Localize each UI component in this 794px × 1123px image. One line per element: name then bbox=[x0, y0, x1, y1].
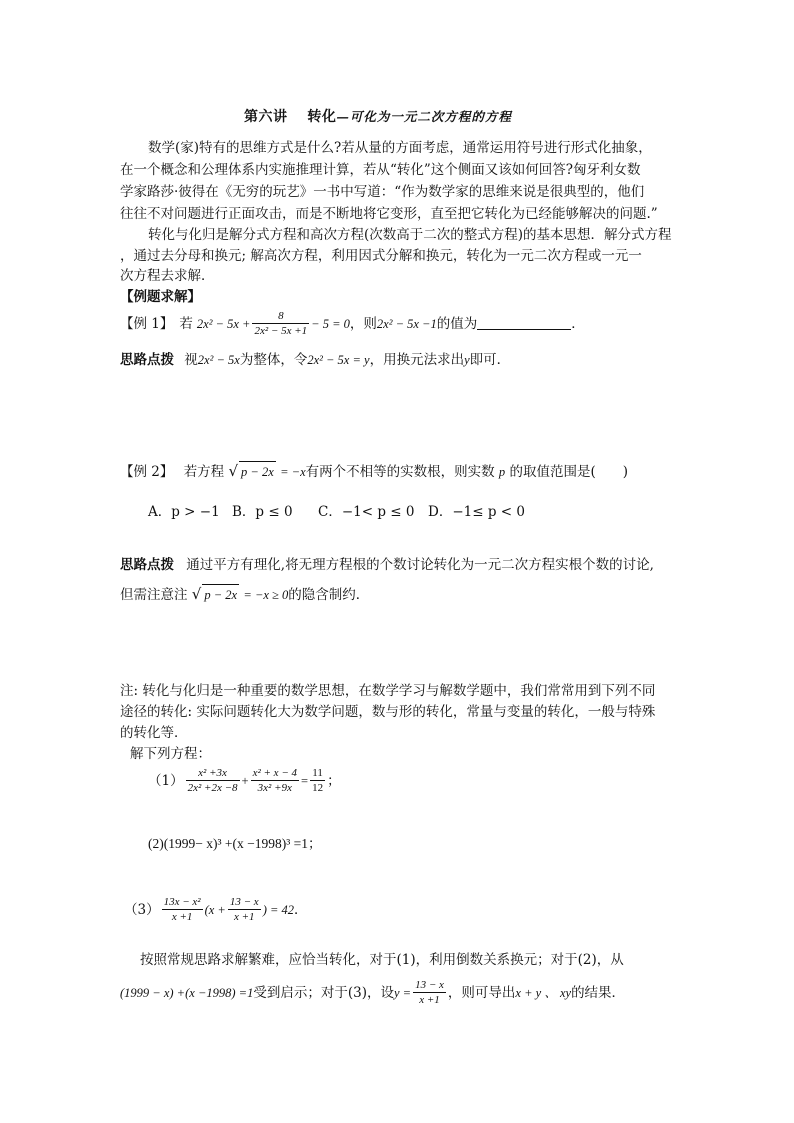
hint-2-line-2: 但需注意注 √ p − 2x = −x ≥ 0的隐含制约． bbox=[120, 585, 370, 603]
example-2: 【例 2】 若方程 √ p − 2x = −x有两个不相等的实数根，则实数 p 的取值范围是( ) bbox=[120, 462, 629, 480]
example-2-label: 【例 2】 bbox=[120, 464, 174, 480]
note-line: 解下列方程： bbox=[130, 746, 211, 762]
hint-1-expr: y bbox=[464, 353, 470, 367]
answer-blank bbox=[477, 317, 571, 330]
fraction: $\frac{\text{x² +3x}}{\text{2x² +2x −8}}$ bbox=[187, 767, 238, 794]
example-2-text: 的取值范围是( ) bbox=[509, 464, 629, 480]
example-1 bbox=[120, 309, 585, 338]
equation-3-expr: (x + bbox=[204, 902, 226, 917]
intro-line: ，通过去分母和换元; 解高次方程，利用因式分解和换元，转化为一元二次方程或一元一 bbox=[120, 248, 642, 264]
hint-1-label: 思路点拨 bbox=[120, 352, 174, 368]
final-text: 的结果． bbox=[571, 984, 626, 1001]
example-1-expr: 2x² − 5x −1 bbox=[376, 316, 437, 331]
equation-3-end: ． bbox=[294, 901, 308, 918]
example-1-expr: 2x² − 5x + bbox=[196, 316, 251, 331]
hint-2-text: 但需注意注 bbox=[120, 587, 188, 603]
hint-2-text: 的隐含制约． bbox=[288, 587, 370, 603]
final-line-2 bbox=[120, 978, 625, 1007]
hint-1-expr: 2x² − 5x = y bbox=[307, 353, 370, 367]
hint-2-label: 思路点拨 bbox=[120, 557, 174, 573]
option-a: A．p > −1 bbox=[148, 504, 220, 520]
radical-expr: p − 2x bbox=[239, 461, 276, 482]
plus-sign: + bbox=[241, 773, 249, 788]
intro-line: 往往不对问题进行正面攻击，而是不断地将它变形，直至把它转化为已经能够解决的问题.” bbox=[120, 206, 658, 222]
example-1-text: 的值为 bbox=[436, 315, 478, 332]
hint-2 bbox=[120, 555, 654, 575]
intro-line: 数学(家)特有的思维方式是什么?若从量的方面考虑，通常运用符号进行形式化抽象， bbox=[148, 140, 652, 156]
title-main: 第六讲 转化 bbox=[244, 109, 337, 125]
final-expr: y = bbox=[394, 985, 412, 1000]
intro-line: 学家路莎·彼得在《无穷的玩艺》一书中写道：“作为数学家的思维来说是很典型的，他们 bbox=[120, 184, 645, 200]
hint-1-text: ，用换元法求出 bbox=[369, 352, 465, 368]
equation-3 bbox=[124, 895, 308, 924]
option-d: D．−1≤ p < 0 bbox=[428, 504, 525, 520]
intro-line: 在一个概念和公理体系内实施推理计算，若从“转化”这个侧面又该如何回答?匈牙利女数 bbox=[120, 162, 641, 178]
hint-1-text: 为整体，令 bbox=[239, 352, 308, 368]
note-line: 注: 转化与化归是一种重要的数学思想，在数学学习与解数学题中，我们常常用到下列不同 bbox=[120, 683, 656, 699]
option-b: B．p ≤ 0 bbox=[232, 504, 293, 520]
option-c: C．−1< p ≤ 0 bbox=[318, 504, 415, 520]
final-expr: x + y 、 xy bbox=[515, 985, 572, 1000]
example-1-text: ，则 bbox=[349, 315, 377, 332]
equation-2: (2)(1999− x)³ +(x −1998)³ =1； bbox=[148, 836, 322, 851]
example-2-expr: = −x bbox=[280, 465, 306, 479]
note-line: 的转化等． bbox=[120, 725, 188, 741]
intro-line: 转化与化归是解分式方程和高次方程(次数高于二次的整式方程)的基本思想．解分式方程 bbox=[148, 227, 672, 243]
section-heading: 【例题求解】 bbox=[120, 289, 201, 305]
fraction: $\frac{\text{x² + x − 4}}{\text{3x² +9x}}$ bbox=[252, 767, 297, 794]
hint-1-text: 即可． bbox=[469, 352, 511, 368]
equation-1-end: ； bbox=[327, 772, 341, 789]
note-line: 途径的转化: 实际问题转化大为数学问题，数与形的转化，常量与变量的转化，一般与特殊 bbox=[120, 704, 656, 720]
intro-line: 次方程去求解． bbox=[120, 268, 215, 284]
hint-1-expr: 2x² − 5x bbox=[197, 353, 240, 367]
hint-2-text: 通过平方有理化,将无理方程根的个数讨论转化为一元二次方程实根个数的讨论, bbox=[186, 557, 654, 573]
fraction: $\frac{\text{13x − x²}}{x +1}$ bbox=[163, 896, 201, 923]
equals-sign: = bbox=[301, 773, 309, 788]
example-1-text: 若 bbox=[179, 315, 193, 332]
hint-2-expr: = −x ≥ 0 bbox=[243, 588, 289, 602]
final-text: ，则可导出 bbox=[447, 984, 516, 1001]
final-expr: (1999 − x) +(x −1998) =1 bbox=[120, 985, 254, 1000]
example-2-text: 有两个不相等的实数根，则实数 bbox=[305, 464, 495, 480]
equation-3-label: （3） bbox=[124, 901, 160, 918]
final-text: 受到启示；对于(3)，设 bbox=[253, 984, 394, 1001]
equation-3-expr: ) = 42 bbox=[262, 902, 295, 917]
example-2-text: 若方程 bbox=[183, 464, 225, 480]
equation-1-label: （1） bbox=[148, 772, 184, 789]
example-1-label: 【例 1】 bbox=[120, 315, 174, 332]
title-sub: —可化为一元二次方程的方程 bbox=[336, 109, 512, 124]
example-1-text: ． bbox=[571, 315, 585, 332]
radical-expr: p − 2x bbox=[202, 584, 239, 605]
fraction: $\frac{11}{12}$ bbox=[312, 767, 324, 794]
equation-1 bbox=[148, 766, 341, 795]
example-2-var: p bbox=[498, 465, 506, 479]
example-1-fraction: $\frac{8}{\text{2x² − 5x +1}}$ bbox=[254, 310, 308, 337]
page-title bbox=[244, 106, 512, 126]
hint-1-text: 视 bbox=[184, 352, 198, 368]
fraction: $\frac{13 - x}{x +1}$ bbox=[229, 896, 259, 923]
example-1-rhs: − 5 = 0 bbox=[311, 316, 350, 331]
hint-1 bbox=[120, 350, 510, 370]
fraction: $\frac{13 - x}{x +1}$ bbox=[415, 979, 444, 1006]
final-line: 按照常规思路求解繁难，应恰当转化，对于(1)，利用倒数关系换元；对于(2)，从 bbox=[140, 952, 624, 968]
